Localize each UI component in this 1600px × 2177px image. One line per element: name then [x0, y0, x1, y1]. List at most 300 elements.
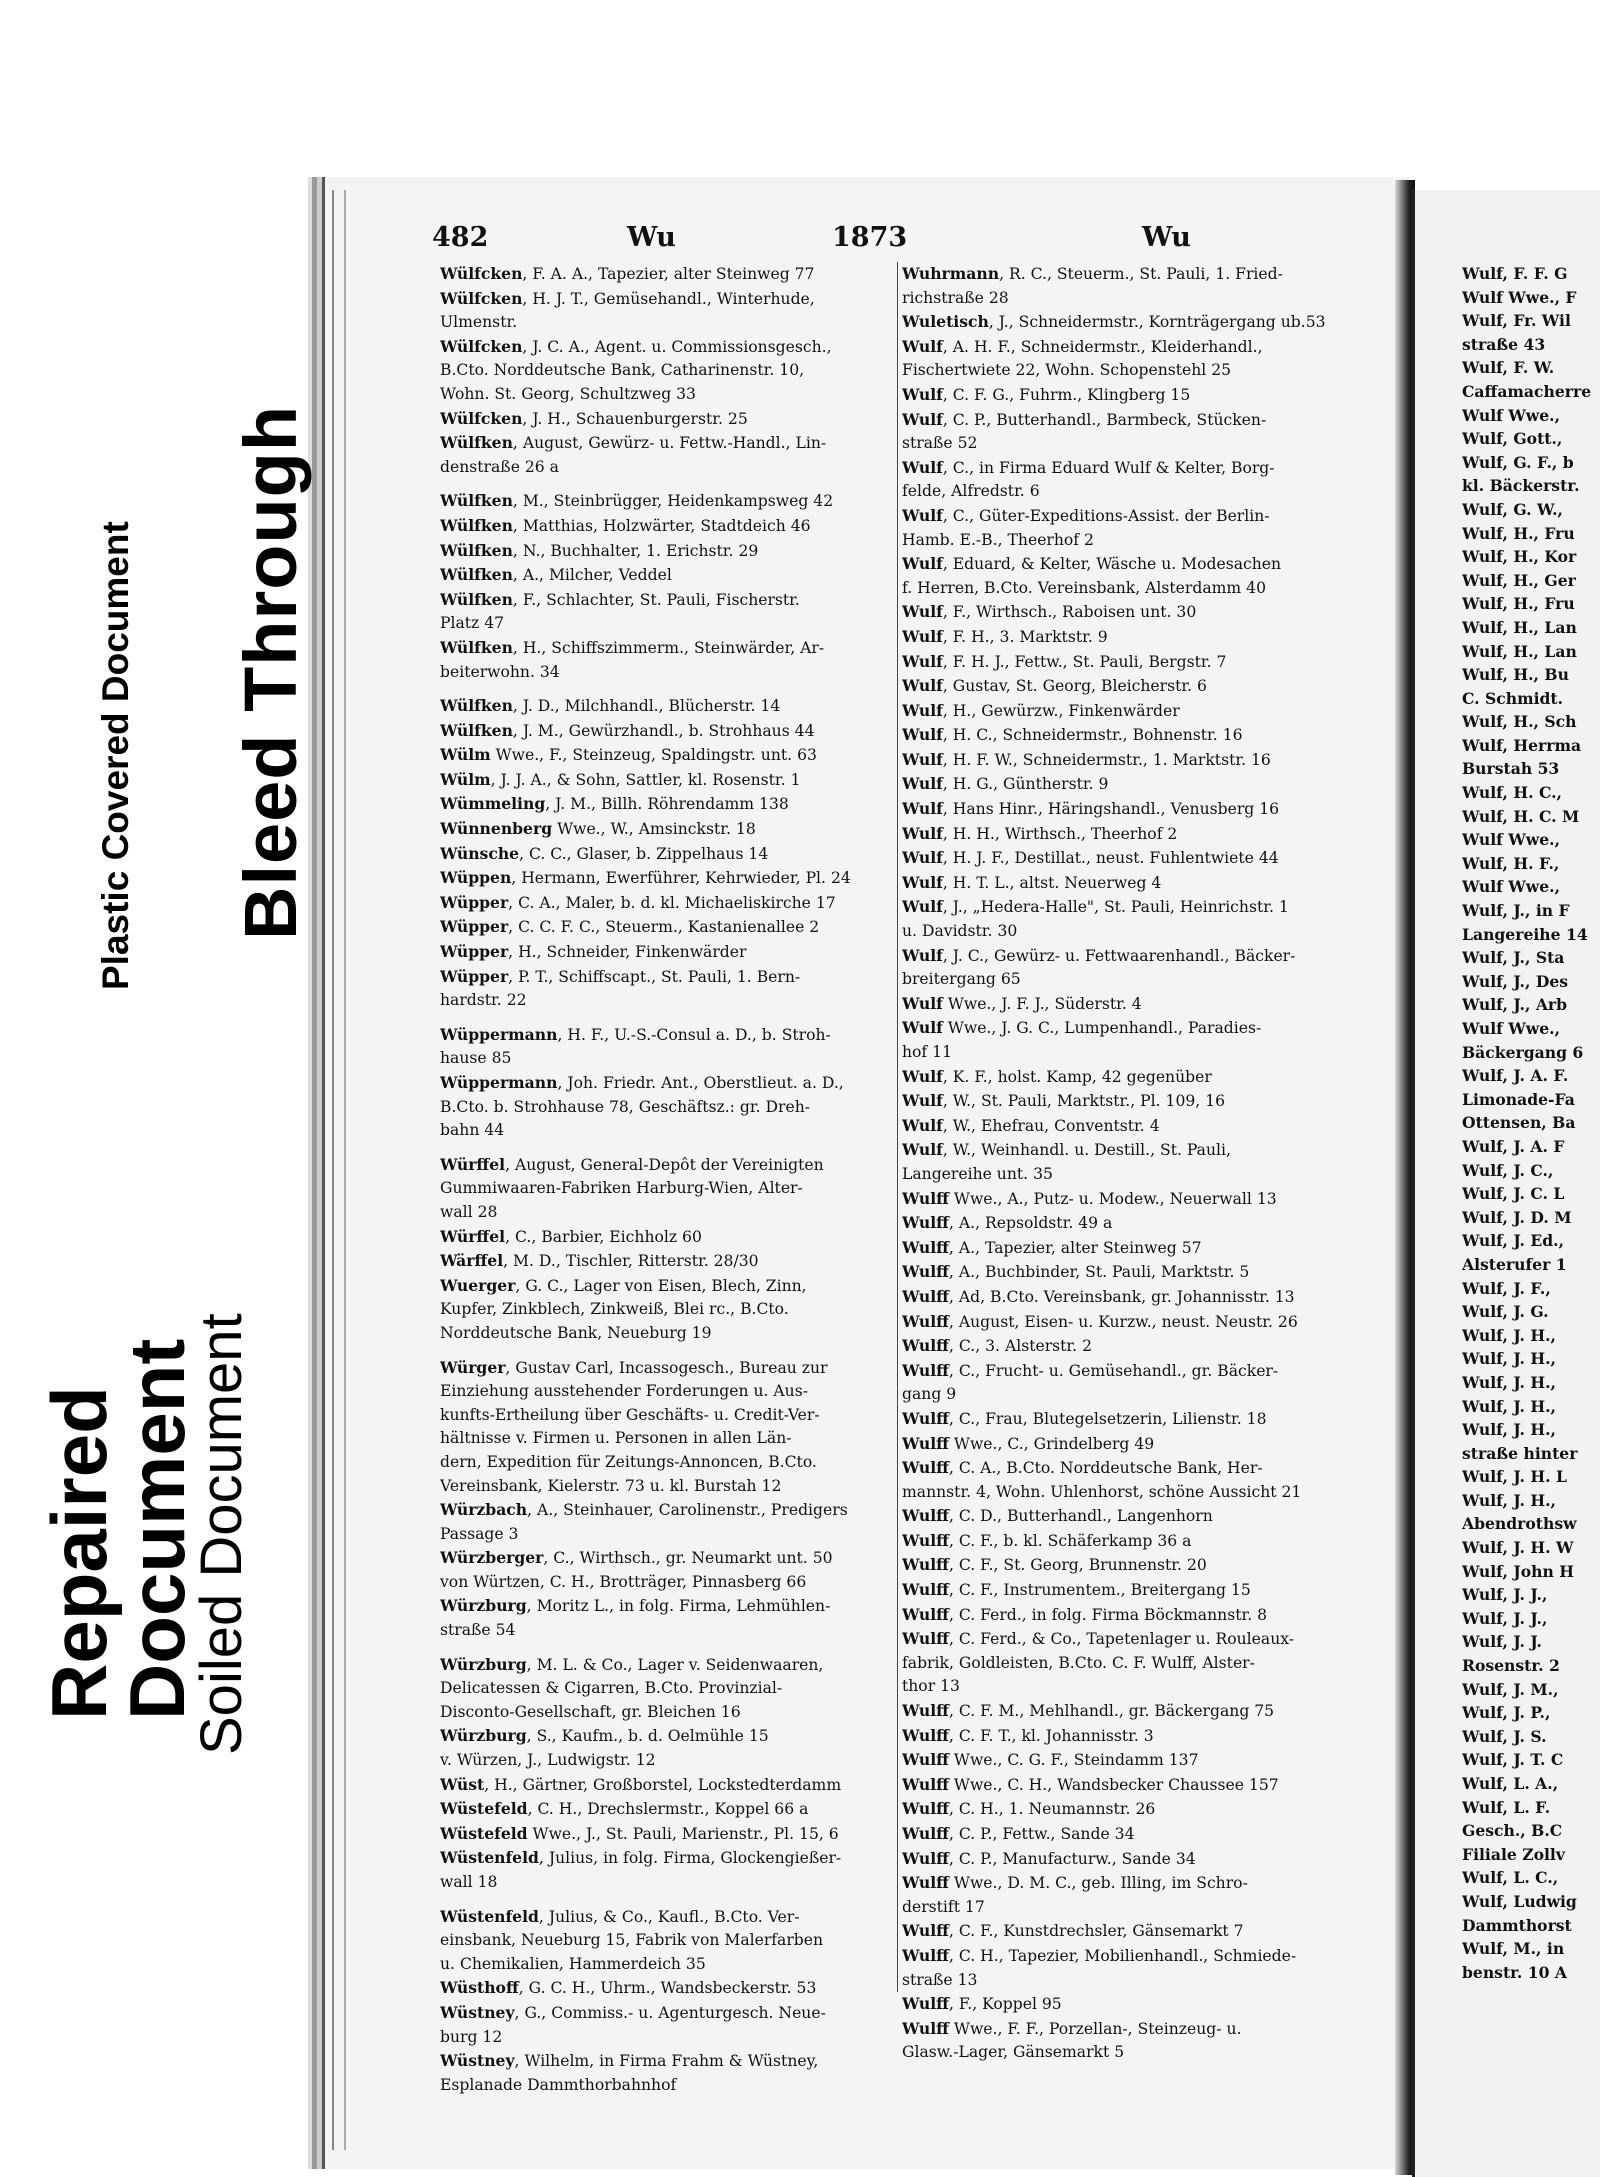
entry-surname: Wülfken	[440, 433, 513, 453]
adjacent-page-entry-line: Wulf, G. W.,	[1462, 499, 1563, 519]
adjacent-page-entry-line: Wulf, L. A.,	[1462, 1774, 1559, 1793]
entry-surname: Wulf	[902, 336, 943, 356]
entry-surname: Wüpper	[440, 917, 509, 937]
entry-details: , J. C. A., Agent. u. Commissionsgesch.,	[522, 337, 832, 356]
directory-entry-line: Langereihe unt. 35	[902, 1164, 1053, 1183]
directory-entry-line: Vereinsbank, Kielerstr. 73 u. kl. Burstah 12	[440, 1476, 782, 1495]
entry-details: Wwe., W., Amsinckstr. 18	[552, 820, 756, 839]
entry-surname: Wulf	[902, 554, 943, 574]
adjacent-page-entry-line: C. Schmidt.	[1462, 688, 1564, 708]
directory-entry-line	[440, 563, 902, 588]
entry-surname: Wulff	[902, 1604, 949, 1624]
directory-entry-line	[440, 1905, 902, 1930]
adjacent-page-entry-line: Wulf Wwe.,	[1462, 830, 1560, 850]
entry-details: , F., Wirthsch., Raboisen unt. 30	[942, 603, 1197, 622]
entry-surname: Würzberger	[440, 1548, 544, 1568]
directory-entry-line: hardstr. 22	[440, 991, 527, 1010]
entry-details: Wwe., J., St. Pauli, Marienstr., Pl. 15, 6	[527, 1824, 839, 1843]
entry-surname: Wulf	[902, 1091, 943, 1111]
directory-entry-line: Wohn. St. Georg, Schultzweg 33	[440, 384, 696, 403]
entry-details: , J. D., Milchhandl., Blücherstr. 14	[512, 697, 781, 716]
adjacent-page-entry-line: Wulf, Ludwig	[1462, 1891, 1577, 1911]
entry-details: , C. Ferd., & Co., Tapetenlager u. Rouleaux-	[948, 1630, 1295, 1649]
adjacent-page-entry-line: straße hinter	[1462, 1443, 1578, 1463]
entry-details: , Moritz L., in folg. Firma, Lehmühlen-	[526, 1597, 831, 1616]
entry-details: , Gustav Carl, Incassogesch., Bureau zur	[505, 1358, 828, 1377]
entry-details: , C. P., Butterhandl., Barmbeck, Stücken-	[942, 410, 1267, 429]
adjacent-page-entry-line: Caffamacherre	[1462, 381, 1592, 401]
entry-details: , C., Frucht- u. Gemüsehandl., gr. Bäcker-	[948, 1361, 1279, 1380]
entry-surname: Würzburg	[440, 1654, 527, 1674]
adjacent-page-entry-line: Wulf, J. T. C	[1462, 1750, 1564, 1770]
label-repaired-line2: Document	[113, 1338, 201, 1720]
entry-details: Wwe., J. G. C., Lumpenhandl., Paradies-	[942, 1019, 1262, 1038]
entry-surname: Würffel	[440, 1226, 506, 1246]
directory-entry-line	[440, 1249, 902, 1274]
entry-details: , W., Ehefrau, Conventstr. 4	[942, 1116, 1160, 1135]
directory-entry-line	[902, 2017, 1364, 2042]
entry-details: , Ad, B.Cto. Vereinsbank, gr. Johannisstr. 13	[948, 1287, 1295, 1306]
directory-entry-line	[902, 1553, 1364, 1578]
directory-entry-line	[440, 335, 902, 360]
directory-entry-line	[902, 310, 1364, 335]
entry-details: , M. L. & Co., Lager v. Seidenwaaren,	[526, 1655, 824, 1674]
entry-details: , G. C. H., Uhrm., Wandsbeckerstr. 53	[518, 1979, 817, 1998]
directory-entry-line: gang 9	[902, 1385, 957, 1404]
page-stack-edge	[332, 190, 346, 2150]
adjacent-page-entry-line: Wulf, J. J.,	[1462, 1585, 1548, 1605]
entry-details: , C. D., Butterhandl., Langenhorn	[948, 1507, 1213, 1526]
entry-details: , C. F., b. kl. Schäferkamp 36 a	[948, 1531, 1192, 1550]
entry-details: , H. F., U.-S.-Consul a. D., b. Stroh-	[557, 1025, 831, 1044]
adjacent-page-entry-line: Abendrothsw	[1462, 1514, 1577, 1534]
directory-entry-line	[902, 797, 1364, 822]
directory-entry-line: mannstr. 4, Wohn. Uhlenhorst, schöne Aussicht 21	[902, 1482, 1302, 1501]
directory-entry-line: Einziehung ausstehender Forderungen u. Aus-	[440, 1382, 808, 1401]
entry-surname: Wulf	[902, 749, 943, 769]
adjacent-page-entry-line: Dammthorst	[1462, 1915, 1572, 1935]
directory-entry-line	[902, 1944, 1364, 1969]
entry-details: , August, General-Depôt der Vereinigten	[505, 1155, 824, 1174]
entry-details: , J. C., Gewürz- u. Fettwaarenhandl., Bäcker-	[942, 946, 1296, 965]
adjacent-page-entry-line: Wulf, H., Bu	[1462, 665, 1569, 685]
directory-entry-line	[440, 817, 902, 842]
entry-surname: Wulf	[902, 848, 943, 868]
directory-entry-line	[440, 1498, 902, 1523]
directory-entry-line: derstift 17	[902, 1897, 985, 1916]
directory-entry-line	[902, 772, 1364, 797]
adjacent-page-entry-line: Limonade-Fa	[1462, 1089, 1575, 1109]
directory-entry-line: einsbank, Neueburg 15, Fabrik von Malerfarben	[440, 1931, 824, 1950]
entry-surname: Wulf	[902, 1115, 943, 1135]
directory-entry-line	[440, 1274, 902, 1299]
directory-entry-line	[902, 674, 1364, 699]
entry-surname: Wüppen	[440, 868, 512, 888]
entry-surname: Wulff	[902, 1311, 949, 1331]
directory-entry-line: Glasw.-Lager, Gänsemarkt 5	[902, 2043, 1125, 2062]
directory-entry-line	[902, 1992, 1364, 2017]
adjacent-page-entry-line: Filiale Zollv	[1462, 1844, 1565, 1864]
adjacent-page-entry-line: Burstah 53	[1462, 759, 1560, 779]
adjacent-page-entry-line: Wulf, F. F. G	[1462, 264, 1568, 283]
entry-details: , Julius, in folg. Firma, Glockengießer-	[538, 1849, 842, 1868]
entry-details: , G., Commiss.- u. Agenturgesch. Neue-	[514, 2003, 826, 2022]
adjacent-page-column	[1462, 262, 1600, 1984]
adjacent-page-entry-line: Wulf, J. A. F.	[1462, 1066, 1569, 1086]
directory-entry-line: thor 13	[902, 1677, 960, 1696]
directory-entry-line	[902, 504, 1364, 529]
directory-entry-line: Platz 47	[440, 614, 505, 633]
directory-entry-line	[902, 335, 1364, 360]
entry-details: , F. H. J., Fettw., St. Pauli, Bergstr. 7	[942, 652, 1227, 671]
adjacent-page-entry-line: Wulf, J. H.,	[1462, 1349, 1556, 1369]
adjacent-page-entry-line: Wulf, H. C.,	[1462, 783, 1562, 803]
entry-details: , C., Wirthsch., gr. Neumarkt unt. 50	[543, 1549, 833, 1568]
adjacent-page-entry-line: Wulf, J., Des	[1462, 971, 1569, 991]
entry-surname: Wulf	[902, 823, 943, 843]
directory-entry-line	[440, 1773, 902, 1798]
adjacent-page-entry-line: Wulf, J. H.,	[1462, 1490, 1556, 1510]
directory-entry-line	[440, 1724, 902, 1749]
directory-entry-line: bahn 44	[440, 1121, 505, 1140]
directory-entry-line	[440, 1976, 902, 2001]
directory-entry-line: richstraße 28	[902, 288, 1009, 307]
directory-entry-line	[902, 1016, 1364, 1041]
adjacent-page-entry-line: Wulf Wwe.,	[1462, 1019, 1560, 1038]
directory-entry-line	[440, 1822, 902, 1847]
entry-details: , H. F. W., Schneidermstr., 1. Marktstr. 16	[942, 750, 1271, 769]
entry-surname: Wüppermann	[440, 1024, 558, 1044]
directory-entry-line	[440, 588, 902, 613]
entry-surname: Wulff	[902, 2018, 949, 2038]
directory-entry-line	[902, 1236, 1364, 1261]
entry-details: , H., Gewürzw., Finkenwärder	[942, 701, 1180, 720]
adjacent-page-entry-line: Wulf, H., Lan	[1462, 641, 1577, 661]
entry-surname: Wulf	[902, 993, 943, 1013]
adjacent-page-entry-line: Wulf, Fr. Wil	[1462, 311, 1571, 331]
entry-surname: Wümmeling	[440, 794, 546, 814]
entry-details: Wwe., C. G. F., Steindamm 137	[948, 1751, 1199, 1770]
entry-surname: Wünnenberg	[440, 819, 553, 839]
entry-details: , H. H., Wirthsch., Theerhof 2	[942, 824, 1178, 843]
entry-details: , C. C., Glaser, b. Zippelhaus 14	[519, 844, 769, 863]
directory-entry-line	[902, 1285, 1364, 1310]
entry-details: , C. A., B.Cto. Norddeutsche Bank, Her-	[948, 1459, 1263, 1478]
adjacent-page-entry-line: Langereihe 14	[1462, 924, 1588, 944]
entry-details: , Matthias, Holzwärter, Stadtdeich 46	[512, 516, 811, 535]
entry-details: , August, Gewürz- u. Fettw.-Handl., Lin-	[512, 434, 827, 453]
entry-surname: Wulf	[902, 1018, 943, 1038]
directory-entry-line: straße 54	[440, 1621, 516, 1640]
directory-entry-line: Delicatessen & Cigarren, B.Cto. Provinzial-	[440, 1679, 783, 1698]
entry-surname: Wulf	[902, 505, 943, 525]
directory-entry-line: hältnisse v. Firmen u. Personen in allen Län-	[440, 1429, 792, 1448]
entry-surname: Wüstenfeld	[440, 1906, 539, 1926]
entry-surname: Wulff	[902, 1945, 949, 1965]
directory-entry-line	[902, 1797, 1364, 1822]
adjacent-page-entry-line: Wulf Wwe., F	[1462, 287, 1577, 307]
entry-details: , H. J. F., Destillat., neust. Fuhlentwiete 44	[942, 849, 1279, 868]
entry-details: , R. C., Steuerm., St. Pauli, 1. Fried-	[999, 265, 1283, 283]
directory-entry-line: beiterwohn. 34	[440, 662, 560, 681]
directory-entry-line	[902, 1359, 1364, 1384]
entry-details: , C., Barbier, Eichholz 60	[505, 1227, 702, 1246]
entry-surname: Wüstney	[440, 2051, 515, 2071]
adjacent-page-entry-line: kl. Bäckerstr.	[1462, 476, 1580, 496]
adjacent-page-entry-line: Wulf, H., Fru	[1462, 523, 1575, 543]
directory-entry-line	[440, 1356, 902, 1381]
directory-entry-line: felde, Alfredstr. 6	[902, 482, 1040, 501]
entry-surname: Wüstefeld	[440, 1799, 528, 1819]
directory-entry-line: hof 11	[902, 1043, 953, 1061]
directory-entry-line	[902, 1187, 1364, 1212]
directory-column-right	[902, 262, 1364, 2065]
entry-details: , C. C. F. C., Steuerm., Kastanienallee 2	[508, 918, 820, 937]
entry-details: Wwe., J. F. J., Süderstr. 4	[942, 994, 1142, 1013]
adjacent-page-entry-line: benstr. 10 A	[1462, 1962, 1568, 1982]
adjacent-page-entry-line: Wulf, J. P.,	[1462, 1703, 1551, 1723]
adjacent-page-entry-line: Alsterufer 1	[1462, 1254, 1567, 1274]
entry-details: , C. F., St. Georg, Brunnenstr. 20	[948, 1556, 1207, 1575]
entry-surname: Wulff	[902, 1994, 949, 2014]
adjacent-page-entry-line: Wulf, J. J.	[1462, 1632, 1542, 1652]
entry-surname: Wüst	[440, 1774, 485, 1794]
entry-surname: Wulf	[902, 457, 943, 477]
entry-details: , Hans Hinr., Häringshandl., Venusberg 16	[942, 800, 1280, 819]
entry-details: , N., Buchhalter, 1. Erichstr. 29	[512, 541, 759, 560]
directory-entry-line	[440, 636, 902, 661]
directory-entry-line	[902, 1919, 1364, 1944]
entry-surname: Wuletisch	[902, 312, 989, 332]
directory-entry-line	[902, 650, 1364, 675]
adjacent-page-entry-line: Wulf, J., in F	[1462, 901, 1570, 921]
directory-column-left	[440, 262, 902, 2097]
adjacent-page-entry-line: Wulf, Gott.,	[1462, 429, 1563, 449]
adjacent-page-entry-line: Ottensen, Ba	[1462, 1113, 1576, 1133]
entry-surname: Wulf	[902, 409, 943, 429]
entry-details: , A., Repsoldstr. 49 a	[948, 1214, 1113, 1233]
entry-surname: Wuhrmann	[902, 264, 1000, 283]
entry-details: Wwe., F., Steinzeug, Spaldingstr. unt. 63	[490, 746, 817, 765]
entry-surname: Wulf	[902, 384, 943, 404]
entry-details: , J. J. A., & Sohn, Sattler, kl. Rosenstr. 1	[490, 770, 801, 789]
entry-details: , M., Steinbrügger, Heidenkampsweg 42	[512, 492, 834, 511]
entry-surname: Wulf	[902, 774, 943, 794]
entry-surname: Wulff	[902, 1848, 949, 1868]
entry-details: Wwe., F. F., Porzellan-, Steinzeug- u.	[948, 2019, 1242, 2038]
entry-details: , C. F. G., Fuhrm., Klingberg 15	[942, 385, 1191, 404]
entry-details: , J., Schneidermstr., Kornträgergang ub.53	[988, 313, 1326, 332]
entry-surname: Wulff	[902, 1921, 949, 1941]
directory-entry-line	[440, 768, 902, 793]
entry-surname: Wulff	[902, 1530, 949, 1550]
entry-surname: Wulff	[902, 1188, 949, 1208]
directory-entry-line: f. Herren, B.Cto. Vereinsbank, Alsterdamm 40	[902, 578, 1267, 597]
directory-entry-line	[440, 866, 902, 891]
directory-entry-line: Esplanade Dammthorbahnhof	[440, 2075, 677, 2094]
entry-surname: Wärffel	[440, 1251, 504, 1271]
entry-surname: Wulf	[902, 725, 943, 745]
directory-entry-line	[440, 792, 902, 817]
adjacent-page-entry-line: Wulf, F. W.	[1462, 358, 1555, 378]
entry-surname: Würffel	[440, 1154, 506, 1174]
directory-entry-line	[902, 1114, 1364, 1139]
entry-surname: Wulff	[902, 1262, 949, 1282]
entry-details: , J. M., Billh. Röhrendamm 138	[545, 795, 789, 814]
entry-surname: Wulf	[902, 872, 943, 892]
label-bleed-through: Bleed Through	[229, 404, 312, 940]
directory-entry-line: burg 12	[440, 2027, 503, 2046]
entry-surname: Wüppermann	[440, 1073, 558, 1092]
adjacent-page-entry-line: Wulf, J. H. W	[1462, 1538, 1574, 1558]
entry-surname: Wülfcken	[440, 264, 523, 283]
adjacent-page-entry-line: Wulf, J. M.,	[1462, 1679, 1559, 1699]
directory-entry-line	[440, 915, 902, 940]
directory-entry-line: wall 18	[440, 1873, 498, 1891]
entry-details: Wwe., A., Putz- u. Modew., Neuerwall 13	[948, 1189, 1277, 1208]
entry-details: , August, Eisen- u. Kurzw., neust. Neustr. 26	[948, 1312, 1298, 1331]
directory-entry-line	[902, 383, 1364, 408]
adjacent-page-entry-line: Wulf, J. G.	[1462, 1302, 1549, 1322]
entry-details: , J. M., Gewürzhandl., b. Strohhaus 44	[512, 721, 815, 740]
adjacent-page-entry-line: Wulf Wwe.,	[1462, 405, 1560, 425]
entry-details: , C., Frau, Blutegelsetzerin, Lilienstr. 18	[948, 1409, 1267, 1428]
label-repaired-line1: Repaired	[35, 1386, 123, 1720]
directory-entry-line: von Würtzen, C. H., Brotträger, Pinnasberg 66	[440, 1572, 807, 1591]
entry-surname: Wulff	[902, 1725, 949, 1745]
entry-details: , H. C., Schneidermstr., Bohnenstr. 16	[942, 726, 1243, 745]
adjacent-page-entry-line: Wulf, H., Lan	[1462, 617, 1577, 637]
entry-surname: Wulff	[902, 1360, 949, 1380]
directory-entry-line	[902, 895, 1364, 920]
adjacent-page-entry-line: Bäckergang 6	[1462, 1042, 1584, 1062]
entry-details: , C. F., Kunstdrechsler, Gänsemarkt 7	[948, 1922, 1244, 1941]
directory-entry-line	[902, 1310, 1364, 1335]
adjacent-page-entry-line: Wulf, J. H.,	[1462, 1396, 1556, 1416]
entry-details: , Gustav, St. Georg, Bleicherstr. 6	[942, 677, 1207, 696]
entry-surname: Wulff	[902, 1824, 949, 1843]
entry-surname: Wulf	[902, 651, 943, 671]
directory-entry-line	[902, 1138, 1364, 1163]
entry-surname: Würzburg	[440, 1726, 527, 1746]
entry-details: , C., Güter-Expeditions-Assist. der Berlin-	[942, 506, 1270, 525]
entry-surname: Wülfken	[440, 540, 513, 560]
directory-entry-line	[902, 822, 1364, 847]
adjacent-page-entry-line: Wulf, H., Fru	[1462, 594, 1575, 614]
entry-surname: Wulff	[902, 1336, 949, 1356]
entry-details: , S., Kaufm., b. d. Oelmühle 15	[526, 1727, 769, 1746]
directory-entry-line	[440, 1153, 902, 1178]
label-plastic-covered: Plastic Covered Document	[95, 521, 136, 990]
directory-entry-line	[902, 625, 1364, 650]
adjacent-page-entry-line: Wulf, J. H.,	[1462, 1372, 1556, 1392]
directory-entry-line	[440, 1225, 902, 1250]
adjacent-page-entry-line: Rosenstr. 2	[1462, 1656, 1560, 1676]
adjacent-page-entry-line: Wulf, J. S.	[1462, 1726, 1547, 1746]
adjacent-page-entry-line: Wulf Wwe.,	[1462, 877, 1560, 897]
directory-entry-line: u. Davidstr. 30	[902, 922, 1018, 941]
entry-surname: Wulff	[902, 1213, 949, 1233]
directory-entry-line	[440, 1846, 902, 1871]
directory-entry-line	[440, 2049, 902, 2074]
directory-entry-line: Norddeutsche Bank, Neueburg 19	[440, 1323, 712, 1342]
directory-entry-line	[440, 719, 902, 744]
entry-details: , F. H., 3. Marktstr. 9	[942, 627, 1108, 646]
directory-entry-line	[902, 699, 1364, 724]
entry-details: , C. F., Instrumentem., Breitergang 15	[948, 1581, 1251, 1600]
adjacent-page-entry-line: Wulf, Herrma	[1462, 735, 1582, 755]
adjacent-page-entry-line: Wulf, L. C.,	[1462, 1868, 1559, 1888]
entry-details: , C. H., 1. Neumannstr. 26	[948, 1800, 1156, 1819]
entry-details: , C. Ferd., in folg. Firma Böckmannstr. 8	[948, 1605, 1268, 1624]
directory-entry-line	[440, 1797, 902, 1822]
entry-details: , J., „Hedera-Halle", St. Pauli, Heinrichstr. 1	[942, 898, 1289, 917]
directory-entry-line: kunfts-Ertheilung über Geschäfts- u. Credit-Ver-	[440, 1405, 820, 1424]
directory-entry-line	[440, 694, 902, 719]
entry-details: , A., Tapezier, alter Steinweg 57	[948, 1238, 1202, 1257]
directory-entry-line	[902, 748, 1364, 773]
entry-surname: Wüstefeld	[440, 1823, 528, 1843]
directory-entry-line	[902, 1334, 1364, 1359]
entry-surname: Wulf	[902, 945, 943, 965]
entry-surname: Wüpper	[440, 942, 509, 962]
directory-entry-line: Passage 3	[440, 1524, 519, 1543]
entry-surname: Wülm	[440, 745, 491, 765]
label-repaired-document	[35, 1338, 201, 1720]
entry-details: , C. A., Maler, b. d. kl. Michaeliskirche 17	[508, 893, 836, 912]
adjacent-page-entry-line: Wulf, H., Kor	[1462, 547, 1577, 567]
directory-entry-line	[902, 1847, 1364, 1872]
entry-details: , F., Koppel 95	[948, 1995, 1062, 2014]
entry-surname: Wülfken	[440, 637, 513, 657]
directory-entry-line	[902, 408, 1364, 433]
directory-entry-line: straße 13	[902, 1970, 978, 1989]
directory-entry-line	[902, 1603, 1364, 1628]
directory-entry-line	[902, 723, 1364, 748]
directory-entry-line: breitergang 65	[902, 970, 1021, 989]
directory-entry-line	[902, 1211, 1364, 1236]
entry-surname: Wülm	[440, 769, 491, 789]
directory-entry-line	[440, 1546, 902, 1571]
directory-entry-line: Fischertwiete 22, Wohn. Schopenstehl 25	[902, 361, 1232, 380]
entry-details: , Hermann, Ewerführer, Kehrwieder, Pl. 24	[511, 869, 851, 888]
entry-surname: Wülfken	[440, 491, 513, 511]
directory-entry-line: Kupfer, Zinkblech, Zinkweiß, Blei rc., B.Cto.	[440, 1300, 789, 1319]
entry-surname: Wüstney	[440, 2002, 515, 2022]
entry-surname: Wulff	[902, 1237, 949, 1257]
entry-details: , A. H. F., Schneidermstr., Kleiderhandl.,	[942, 337, 1263, 356]
directory-entry-line	[902, 992, 1364, 1017]
entry-surname: Wuerger	[440, 1275, 516, 1295]
directory-entry-line	[902, 1456, 1364, 1481]
entry-surname: Wulff	[902, 1629, 949, 1649]
directory-entry-line	[440, 842, 902, 867]
directory-entry-line	[902, 1504, 1364, 1529]
directory-entry-line	[902, 1822, 1364, 1847]
entry-details: , W., Weinhandl. u. Destill., St. Pauli,	[942, 1141, 1231, 1160]
entry-details: , W., St. Pauli, Marktstr., Pl. 109, 16	[942, 1092, 1226, 1111]
directory-entry-line: denstraße 26 a	[440, 457, 559, 476]
entry-details: , H. J. T., Gemüsehandl., Winterhude,	[522, 289, 815, 308]
entry-details: , C. H., Tapezier, Mobilienhandl., Schmiede-	[948, 1946, 1297, 1965]
entry-details: , A., Milcher, Veddel	[512, 566, 672, 585]
entry-surname: Wulff	[902, 1433, 949, 1453]
directory-entry-line	[902, 552, 1364, 577]
entry-details: , H. T. L., altst. Neuerweg 4	[942, 873, 1162, 892]
adjacent-page-entry-line: Wulf, J. F.,	[1462, 1278, 1551, 1298]
directory-entry-line: Disconto-Gesellschaft, gr. Bleichen 16	[440, 1702, 741, 1721]
directory-entry-line: fabrik, Goldleisten, B.Cto. C. F. Wulff, Alster-	[902, 1653, 1255, 1672]
